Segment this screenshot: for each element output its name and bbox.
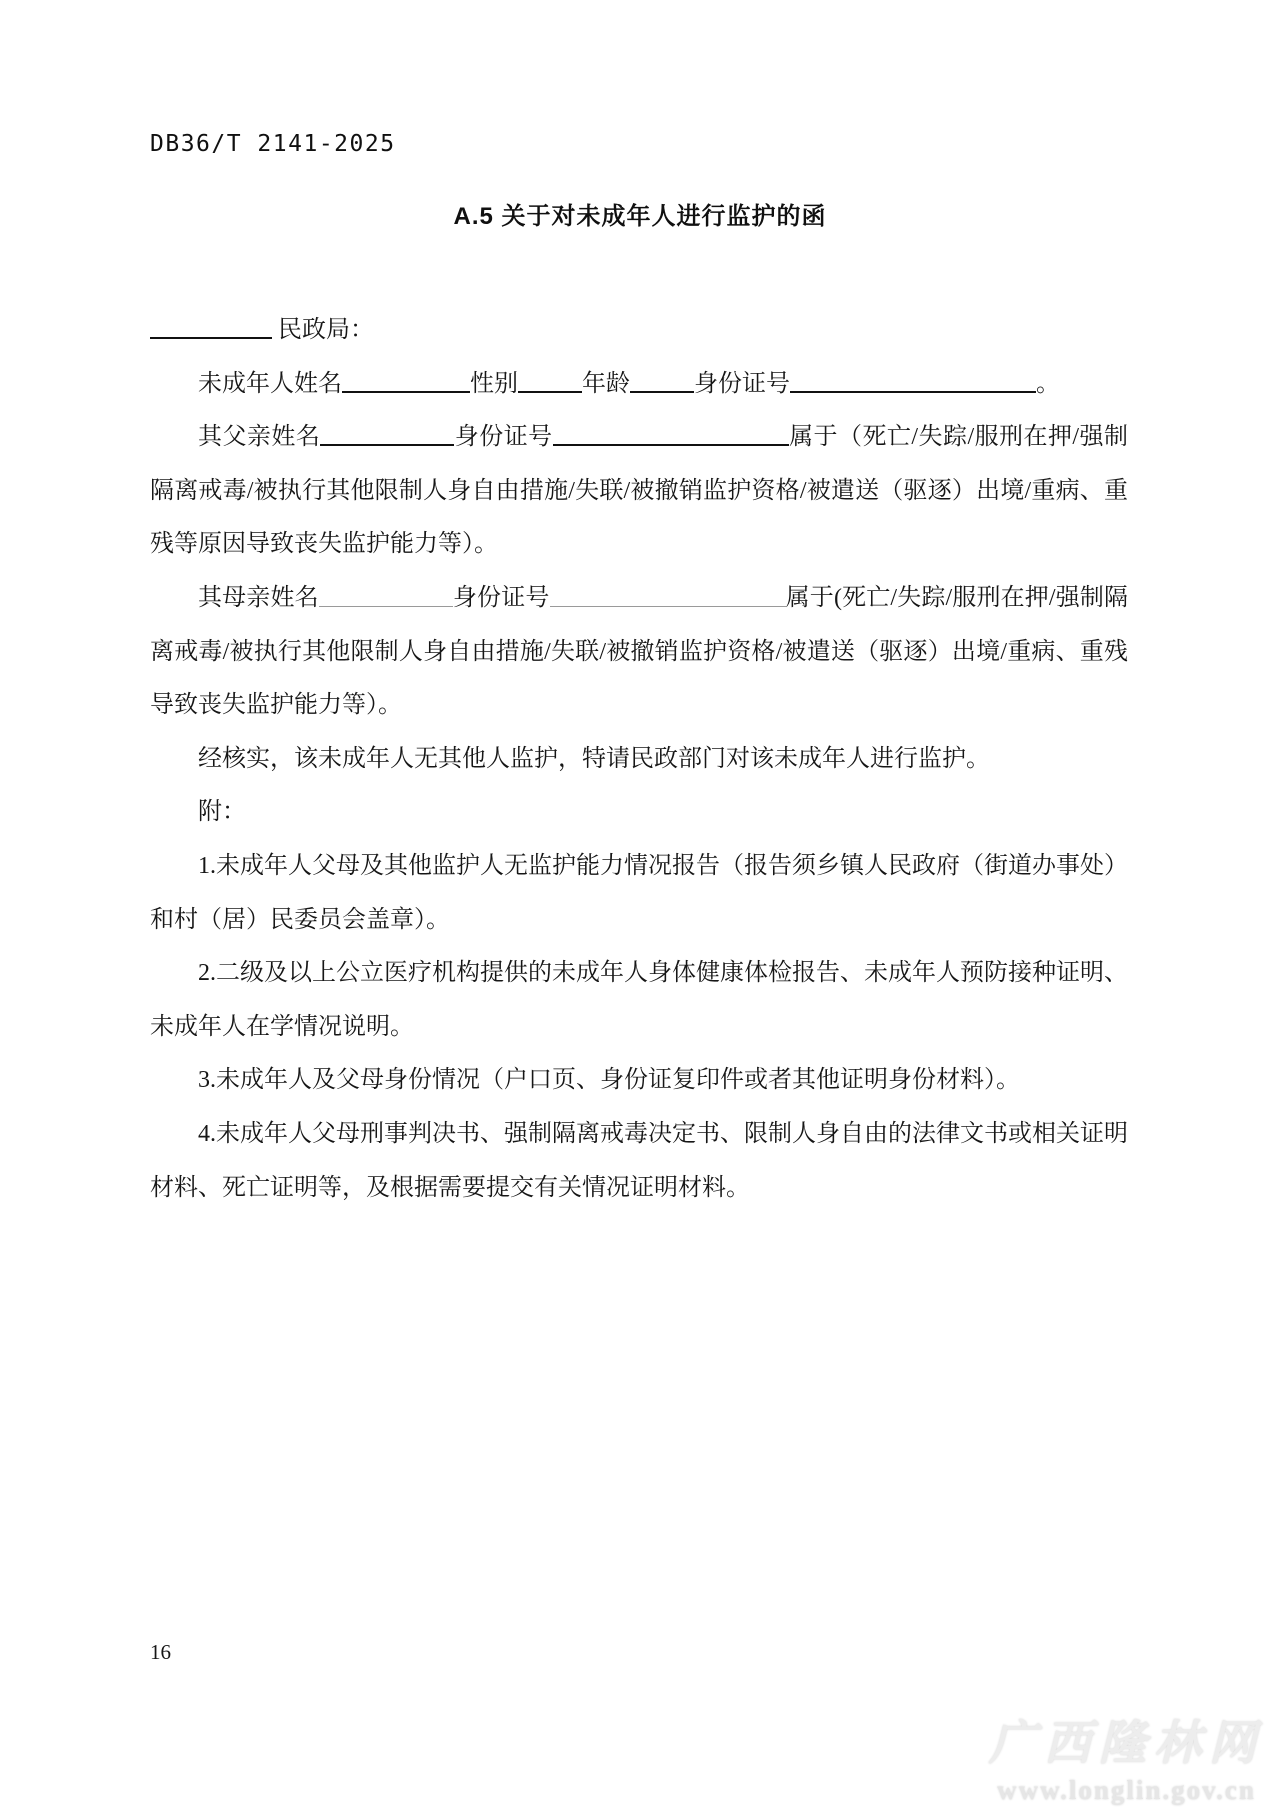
text-segment: 经核实，该未成年人无其他人监护，特请民政部门对该未成年人进行监护。 — [198, 745, 990, 772]
text-segment: 身份证号 — [454, 424, 553, 451]
paragraph-verification — [150, 733, 1128, 787]
text-segment: 民政局： — [272, 317, 374, 343]
blank-line — [630, 387, 694, 393]
text-segment: 身份证号 — [452, 584, 550, 611]
text-segment: 附： — [198, 799, 246, 826]
page-number: 16 — [150, 1640, 171, 1664]
blank-line — [319, 602, 453, 607]
text-segment: 年龄 — [582, 370, 630, 397]
doc-code: DB36/T 2141-2025 — [150, 131, 396, 157]
paragraph-attachment-2 — [150, 947, 1128, 1054]
paragraph-father-info — [150, 411, 1128, 572]
paragraph-attachments-label — [150, 786, 1128, 840]
blank-line — [518, 387, 582, 393]
paragraph-mother-info — [150, 572, 1128, 733]
paragraph-attachment-1 — [150, 840, 1128, 947]
text-segment: 4.未成年人父母刑事判决书、强制隔离戒毒决定书、限制人身自由的法律文书或相关证明材料、死亡证明等，及根据需要提交有关情况证明材料。 — [150, 1120, 1128, 1201]
blank-line — [790, 387, 1036, 393]
text-segment: 1.未成年人父母及其他监护人无监护能力情况报告（报告须乡镇人民政府（街道办事处）和村（居）民委员会盖章）。 — [150, 852, 1128, 933]
blank-line — [550, 602, 786, 607]
text-segment: 性别 — [470, 370, 518, 397]
letter-body — [150, 304, 1128, 1215]
watermark-site-url: www.longlin.gov.cn — [997, 1775, 1256, 1805]
watermark — [989, 1706, 1264, 1806]
text-segment: 属于（死亡/失踪/服刑在押/强制隔离戒毒/被执行其他限制人身自由措施/失联/被撤销监护资格/被遣送（驱逐）出境/重病、重残等原因导致丧失监护能力等）。 — [150, 424, 1129, 558]
watermark-site-name: 广西隆林网 — [989, 1718, 1264, 1770]
text-segment: 2.二级及以上公立医疗机构提供的未成年人身体健康体检报告、未成年人预防接种证明、未成年人在学情况说明。 — [150, 960, 1128, 1040]
blank-line — [150, 333, 272, 339]
doc-title: A.5 关于对未成年人进行监护的函 — [453, 203, 827, 230]
blank-line — [320, 440, 454, 446]
text-segment: 未成年人姓名 — [198, 370, 342, 397]
text-segment: 3.未成年人及父母身份情况（户口页、身份证复印件或者其他证明身份材料）。 — [198, 1067, 1020, 1094]
text-segment: 其父亲姓名 — [198, 424, 321, 451]
text-segment: 。 — [1036, 370, 1060, 397]
blank-line — [342, 387, 470, 393]
text-segment: 其母亲姓名 — [198, 584, 319, 611]
paragraph-attachment-4 — [150, 1108, 1128, 1215]
blank-line — [553, 440, 789, 446]
text-segment: 身份证号 — [694, 370, 790, 397]
text-segment: 属于(死亡/失踪/服刑在押/强制隔离戒毒/被执行其他限制人身自由措施/失联/被撤销监护资格/被遣送（驱逐）出境/重病、重残导致丧失监护能力等）。 — [150, 584, 1129, 719]
paragraph-salutation — [150, 304, 1128, 358]
paragraph-minor-info — [150, 358, 1128, 412]
paragraph-attachment-3 — [150, 1054, 1128, 1108]
